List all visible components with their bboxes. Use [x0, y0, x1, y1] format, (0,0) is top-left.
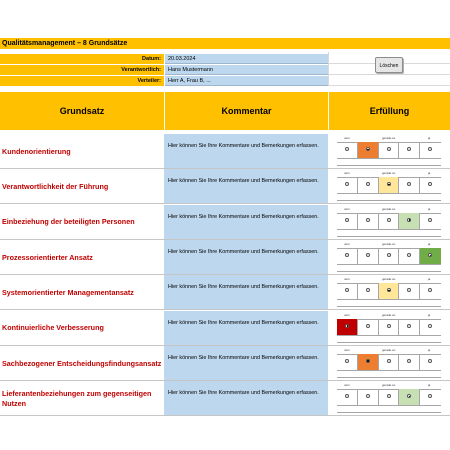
rating-cell-3[interactable] [379, 248, 400, 264]
rating-cell-4[interactable] [399, 248, 420, 264]
table-row [0, 205, 450, 240]
rating-scale [337, 136, 441, 167]
scale-mid-label: gerade so [382, 277, 396, 282]
rating-scale [337, 171, 441, 202]
principle-name: Lieferantenbeziehungen zum gegenseitigen Nutzen [2, 389, 152, 408]
table-row [0, 381, 450, 416]
scale-mid-label: gerade so [382, 347, 396, 352]
rating-cells [337, 213, 441, 230]
rating-cell-4[interactable] [399, 319, 420, 335]
comment-field[interactable]: Hier können Sie Ihre Kommentare und Bemerkungen erfassen. [164, 134, 328, 169]
scale-mid-label: gerade so [382, 171, 396, 176]
rating-cell-3[interactable] [379, 177, 400, 193]
radio-button[interactable] [366, 359, 370, 363]
radio-button[interactable] [387, 324, 391, 328]
rating-cell-4[interactable] [399, 177, 420, 193]
rating-cell-4[interactable] [399, 354, 420, 370]
date-label: Datum: [0, 54, 164, 64]
radio-button[interactable] [366, 147, 370, 151]
date-field[interactable]: 20.03.2024 [165, 54, 328, 64]
rating-cell-3[interactable] [379, 142, 400, 158]
comment-field[interactable]: Hier können Sie Ihre Kommentare und Bemerkungen erfassen. [164, 205, 328, 240]
rating-cells [337, 389, 441, 406]
principle-name: Kontinuierliche Verbesserung [2, 323, 104, 333]
radio-button[interactable] [428, 324, 432, 328]
rating-cell-2[interactable] [358, 248, 379, 264]
sheet-title: Qualitätsmanagement – 8 Grundsätze [0, 38, 450, 49]
table-row [0, 240, 450, 275]
radio-button[interactable] [366, 288, 370, 292]
radio-button[interactable] [387, 359, 391, 363]
scale-high-label: ja [428, 383, 431, 388]
radio-button[interactable] [407, 218, 411, 222]
rating-cells [337, 177, 441, 194]
rating-underline [337, 371, 441, 378]
comment-field[interactable]: Hier können Sie Ihre Kommentare und Bemerkungen erfassen. [164, 275, 328, 310]
rating-cell-1[interactable] [337, 319, 358, 335]
table-row [0, 134, 450, 169]
rating-cell-1[interactable] [337, 283, 358, 299]
principle-name: Verantwortlichkeit der Führung [2, 182, 109, 192]
scale-low-label: nein [344, 241, 350, 246]
header-kommentar: Kommentar [165, 92, 328, 130]
table-row [0, 311, 450, 346]
radio-button[interactable] [366, 253, 370, 257]
radio-button[interactable] [407, 147, 411, 151]
responsible-field[interactable]: Hans Mustermann [165, 65, 328, 75]
header-grundsatz: Grundsatz [0, 92, 164, 130]
radio-button[interactable] [387, 182, 391, 186]
scale-low-label: nein [344, 277, 350, 282]
radio-button[interactable] [407, 182, 411, 186]
rating-cell-2[interactable] [358, 177, 379, 193]
rating-underline [337, 336, 441, 343]
rating-cell-3[interactable] [379, 354, 400, 370]
meta-row-responsible [0, 65, 328, 75]
comment-field[interactable]: Hier können Sie Ihre Kommentare und Bemerkungen erfassen. [164, 381, 328, 416]
principle-name: Kundenorientierung [2, 146, 71, 156]
rating-cell-5[interactable] [420, 389, 441, 405]
meta-row-date [0, 54, 328, 64]
rating-scale [337, 383, 441, 414]
meta-row-distribution [0, 76, 328, 86]
comment-field[interactable]: Hier können Sie Ihre Kommentare und Bemerkungen erfassen. [164, 311, 328, 346]
radio-button[interactable] [428, 394, 432, 398]
radio-button[interactable] [345, 182, 349, 186]
rating-cell-1[interactable] [337, 213, 358, 229]
header-erfuellung: Erfüllung [329, 92, 450, 130]
distribution-field[interactable]: Herr A, Frau B, ... [165, 76, 328, 86]
radio-button[interactable] [407, 253, 411, 257]
rating-underline [337, 230, 441, 237]
rating-cell-2[interactable] [358, 283, 379, 299]
rating-cell-5[interactable] [420, 319, 441, 335]
rating-cell-1[interactable] [337, 177, 358, 193]
radio-button[interactable] [345, 253, 349, 257]
rating-scale [337, 313, 441, 344]
principle-name: Prozessorientierter Ansatz [2, 252, 93, 262]
rating-underline [337, 265, 441, 272]
radio-button[interactable] [407, 394, 411, 398]
scale-high-label: ja [428, 206, 431, 211]
radio-button[interactable] [428, 288, 432, 292]
rating-underline [337, 194, 441, 201]
scale-mid-label: gerade so [382, 206, 396, 211]
rating-cell-2[interactable] [358, 213, 379, 229]
radio-button[interactable] [387, 218, 391, 222]
radio-button[interactable] [345, 288, 349, 292]
scale-low-label: nein [344, 206, 350, 211]
rating-cells [337, 248, 441, 265]
radio-button[interactable] [428, 359, 432, 363]
row-divider [0, 415, 450, 416]
rating-underline [337, 159, 441, 166]
principle-name: Systemorientierter Managementansatz [2, 288, 134, 297]
rating-cell-1[interactable] [337, 354, 358, 370]
responsible-label: Verantwortlich: [0, 65, 164, 75]
scale-high-label: ja [428, 171, 431, 176]
rating-cell-2[interactable] [358, 319, 379, 335]
scale-mid-label: gerade so [382, 383, 396, 388]
radio-button[interactable] [407, 359, 411, 363]
scale-high-label: ja [428, 136, 431, 140]
rating-cell-1[interactable] [337, 248, 358, 264]
rating-underline [337, 300, 441, 307]
scale-mid-label: gerade so [382, 136, 396, 140]
rating-cells [337, 142, 441, 159]
rating-cell-2[interactable] [358, 354, 379, 370]
rating-scale [337, 277, 441, 308]
scale-low-label: nein [344, 312, 350, 317]
radio-button[interactable] [345, 359, 349, 363]
rating-cell-5[interactable] [420, 283, 441, 299]
rating-cell-3[interactable] [379, 283, 400, 299]
rating-cell-5[interactable] [420, 248, 441, 264]
scale-low-label: nein [344, 383, 350, 388]
radio-button[interactable] [387, 394, 391, 398]
rating-cells [337, 319, 441, 336]
scale-low-label: nein [344, 171, 350, 176]
rating-cell-4[interactable] [399, 142, 420, 158]
rating-cells [337, 354, 441, 371]
scale-low-label: nein [344, 136, 350, 140]
rating-cell-1[interactable] [337, 142, 358, 158]
rating-scale [337, 242, 441, 273]
rating-cell-4[interactable] [399, 213, 420, 229]
table-row [0, 169, 450, 204]
rating-cell-3[interactable] [379, 319, 400, 335]
comment-field[interactable]: Hier können Sie Ihre Kommentare und Bemerkungen erfassen. [164, 346, 328, 381]
scale-low-label: nein [344, 347, 350, 352]
scale-mid-label: gerade so [382, 241, 396, 246]
clear-button[interactable]: Löschen [375, 57, 403, 73]
radio-button[interactable] [428, 182, 432, 186]
radio-button[interactable] [366, 182, 370, 186]
rating-cell-5[interactable] [420, 142, 441, 158]
rating-cell-4[interactable] [399, 389, 420, 405]
radio-button[interactable] [387, 253, 391, 257]
rating-cell-3[interactable] [379, 389, 400, 405]
radio-button[interactable] [366, 394, 370, 398]
distribution-label: Verteiler: [0, 76, 164, 86]
radio-button[interactable] [387, 147, 391, 151]
principle-name: Sachbezogener Entscheidungsfindungsansatz [2, 358, 162, 368]
principle-name: Einbeziehung der beteiligten Personen [2, 217, 135, 227]
radio-button[interactable] [366, 324, 370, 328]
radio-button[interactable] [366, 218, 370, 222]
rating-underline [337, 406, 441, 413]
rating-cell-3[interactable] [379, 213, 400, 229]
radio-button[interactable] [345, 394, 349, 398]
radio-button[interactable] [345, 218, 349, 222]
radio-button[interactable] [407, 288, 411, 292]
table-row [0, 346, 450, 381]
scale-mid-label: gerade so [382, 312, 396, 317]
rating-cell-1[interactable] [337, 389, 358, 405]
radio-button[interactable] [345, 147, 349, 151]
rating-cell-2[interactable] [358, 142, 379, 158]
comment-field[interactable]: Hier können Sie Ihre Kommentare und Bemerkungen erfassen. [164, 240, 328, 275]
comment-field[interactable]: Hier können Sie Ihre Kommentare und Bemerkungen erfassen. [164, 169, 328, 204]
rating-cell-5[interactable] [420, 354, 441, 370]
rating-cell-5[interactable] [420, 177, 441, 193]
radio-button[interactable] [345, 324, 349, 328]
radio-button[interactable] [428, 218, 432, 222]
scale-high-label: ja [428, 312, 431, 317]
radio-button[interactable] [428, 147, 432, 151]
scale-high-label: ja [428, 347, 431, 352]
rating-cell-5[interactable] [420, 213, 441, 229]
rating-cells [337, 283, 441, 300]
rating-scale [337, 207, 441, 238]
rating-scale [337, 348, 441, 379]
scale-high-label: ja [428, 277, 431, 282]
radio-button[interactable] [428, 253, 432, 257]
rating-cell-2[interactable] [358, 389, 379, 405]
radio-button[interactable] [407, 324, 411, 328]
table-row [0, 275, 450, 310]
scale-high-label: ja [428, 241, 431, 246]
rating-cell-4[interactable] [399, 283, 420, 299]
radio-button[interactable] [387, 288, 391, 292]
